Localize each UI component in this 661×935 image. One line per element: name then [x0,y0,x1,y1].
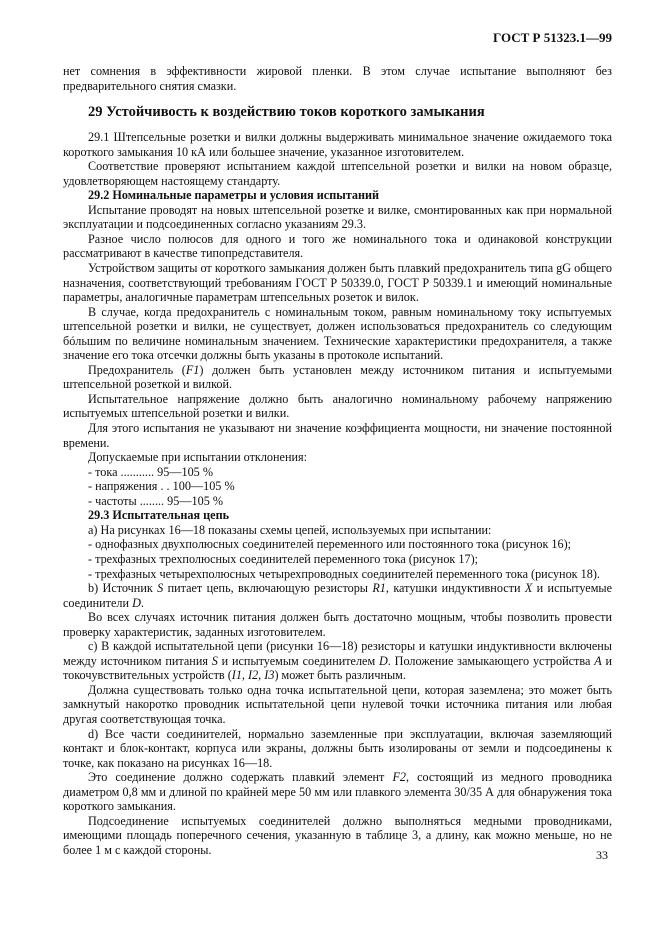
italic-symbol: S [157,581,164,596]
section-heading [88,103,612,121]
document-header: ГОСТ Р 51323.1—99 [493,30,612,45]
text-run: и токочувствительных устройств ( [63,653,612,683]
text-run: Для этого испытания не указывают ни значение коэффициента мощности, ни значение постоянной времени. [63,421,612,450]
tolerance-item [88,479,612,494]
paragraph [63,770,612,814]
text-run: d) Все части соединителей, нормально заземленные при эксплуатации, включая заземляющий контакт и блок-контакт, корпуса или экраны, должны быть изолированы от земли и подсоединены к точке, как показано на рисунках 16—18. [63,726,612,770]
paragraph [63,639,612,683]
text-run: - тока ........... 95—105 % [88,464,213,479]
paragraph [63,232,612,261]
paragraph [63,130,612,159]
text-run: c) В каждой испытательной цепи (рисунки 16—18) резисторы и катушки индуктивности включены между источником питания [63,639,612,668]
text-run: Предохранитель ( [88,362,186,377]
text-run: , катушки индуктивности [385,581,525,596]
paragraph [63,203,612,232]
italic-symbol: D [132,595,141,610]
text-run: 29.2 Номинальные параметры и условия испытаний [88,188,380,203]
page-number: 33 [596,848,608,862]
text-run: 29.3 Испытательная цепь [88,508,230,523]
italic-symbol: A [594,653,602,668]
text-run: В случае, когда предохранитель с номинальным током, равным номинальному току испытуемых штепсельной розетки и вилки, не существует, должен использоваться предохранитель со следующим бóльшим по величине номинальным значением. Технические характеристики предохранителя, а также значение его тока отсечки должны быть указаны в протоколе испытаний. [63,304,612,363]
paragraph [63,261,612,305]
italic-symbol: F2 [392,770,406,785]
paragraph [63,159,612,188]
text-run: - трехфазных четырехполюсных четырехпроводных соединителей переменного тока (рисунок 18). [88,566,600,581]
text-run: 29 Устойчивость к воздействию токов короткого замыкания [88,104,485,121]
paragraph [63,392,612,421]
paragraph [63,610,612,639]
paragraph [63,567,612,582]
text-run: Должна существовать только одна точка испытательной цепи, которая заземлена; это может быть замкнутый накоротко проводник испытательной цепи нулевой точки источника питания или любая другая соответствующая точка. [63,682,612,726]
text-run: ) может быть различным. [274,668,406,683]
text-run: ) должен быть установлен между источником питания и испытуемыми штепсельной розеткой и вилкой. [63,362,613,392]
text-run: . Положение замыкающего устройства [387,653,595,668]
text-run: Допускаемые при испытании отклонения: [88,450,307,465]
subsection-heading [63,508,612,523]
text-run: , состоящий из медного проводника диаметром 0,8 мм и длиной по крайней мере 50 мм или плавкого элемента 30/35 А для обнаружения тока короткого замыкания. [63,770,612,814]
italic-symbol: R1 [372,581,386,596]
text-run: питает цепь, включающую резисторы [163,581,373,596]
paragraph [63,363,612,392]
paragraph [63,421,612,450]
paragraph [63,814,612,858]
paragraph [63,305,612,363]
text-run: . [140,595,144,610]
text-run: b) Источник [88,581,158,596]
text-run: и испытуемым соединителем [217,653,379,668]
text-run: Соответствие проверяют испытанием каждой штепсельной розетки и вилки на новом образце, удовлетворяющем настоящему стандарту. [63,159,612,188]
paragraph [63,581,612,610]
paragraph [63,552,612,567]
text-run: - однофазных двухполюсных соединителей переменного или постоянного тока (рисунок 16); [88,537,572,552]
text-run: - трехфазных трехполюсных соединителей переменного тока (рисунок 17); [88,551,479,566]
text-run: Во всех случаях источник питания должен быть достаточно мощным, чтобы позволить провести проверку характеристик, заданных изготовителем. [63,610,612,639]
italic-symbol: D [378,653,388,668]
text-run: a) На рисунках 16—18 показаны схемы цепей, используемых при испытании: [88,522,492,537]
paragraph [63,523,612,538]
text-run: и испытуемые соединители [63,581,613,610]
paragraph [63,537,612,552]
tolerance-item [88,494,612,509]
paragraph [63,727,612,771]
tolerance-item [88,465,612,480]
paragraph [63,64,612,93]
paragraph [63,683,612,727]
text-run: Подсоединение испытуемых соединителей должно выполняться медными проводниками, имеющими площадь поперечного сечения, указанную в таблице 3, а длину, как можно меньше, но не более 1 м с каждой стороны. [63,813,612,857]
italic-symbol: F1 [185,362,200,377]
text-run: Испытательное напряжение должно быть аналогично номинальному рабочему напряжению испытуемых штепсельной розетки и вилки. [63,391,612,421]
text-run: - частоты ........ 95—105 % [88,493,223,508]
italic-symbol: S [211,653,218,668]
document-body [63,64,612,857]
subsection-heading [63,188,612,203]
text-run: Это соединение должно содержать плавкий элемент [88,770,393,785]
text-run: 29.1 Штепсельные розетки и вилки должны выдерживать минимальное значение ожидаемого тока короткого замыкания 10 кА или большее значение, указанное изготовителем. [63,130,612,159]
italic-symbol: I1, I2, I3 [231,668,275,683]
paragraph [63,450,612,465]
text-run: нет сомнения в эффективности жировой пленки. В этом случае испытание выполняют без предварительного снятия смазки. [63,64,612,93]
text-run: Испытание проводят на новых штепсельной розетке и вилке, смонтированных как при нормальной эксплуатации и подсоединенных согласно указаниям 29.3. [63,202,612,232]
text-run: Устройством защиты от короткого замыкания должен быть плавкий предохранитель типа gG общего назначения, соответствующий требованиям ГОСТ Р 50339.0, ГОСТ Р 50339.1 и имеющий номинальные параметры, аналогичные параметрам штепсельных розеток и вилок. [63,261,612,305]
italic-symbol: X [524,581,533,596]
text-run: Разное число полюсов для одного и того же номинального тока и одинаковой конструкции рассматривают в качестве типопредставителя. [63,231,612,261]
text-run: - напряжения . . 100—105 % [88,479,235,494]
